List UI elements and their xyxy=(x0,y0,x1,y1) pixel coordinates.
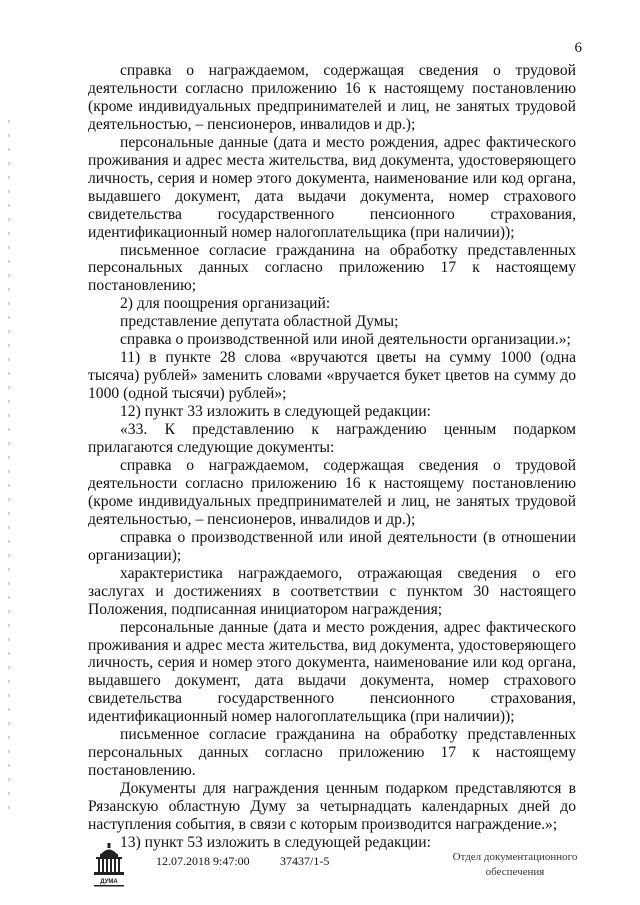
paragraph: представление депутата областной Думы; xyxy=(120,313,399,331)
paragraph: 11) в пункте 28 слова «вручаются цветы на сумму 1000 (одна тысяча) рублей» заменить словами «вручается букет цветов на сумму до 1000 (одной тысячи) рублей»; xyxy=(88,349,576,403)
page-footer xyxy=(0,840,640,900)
footer-datetime: 12.07.2018 9:47:00 xyxy=(156,854,250,868)
footer-department xyxy=(430,850,600,880)
department-line: обеспечения xyxy=(485,866,545,878)
document-body xyxy=(88,62,576,852)
paragraph: справка о награждаемом, содержащая сведения о трудовой деятельности согласно приложению 16 к настоящему постановлению (кроме индивидуальных предпринимателей и лиц, не занятых трудовой деятельностью, – пенсионеров, инвалидов и др.); xyxy=(88,456,576,528)
duma-building-icon xyxy=(92,842,126,888)
paragraph: 13) пункт 53 изложить в следующей редакции: xyxy=(120,833,431,851)
department-line: Отдел документационного xyxy=(452,851,578,863)
paragraph: характеристика награждаемого, отражающая сведения о его заслугах и достижениях в соответствии с пунктом 30 настоящего Положения, подписанная инициатором награждения; xyxy=(88,564,576,618)
paragraph: справка о производственной или иной деятельности организации.»; xyxy=(120,331,571,349)
logo-caption: ДУМА xyxy=(100,879,118,885)
paragraph: «33. К представлению к награждению ценным подарком прилагаются следующие документы: xyxy=(88,421,576,457)
paragraph: справка о награждаемом, содержащая сведения о трудовой деятельности согласно приложению 16 к настоящему постановлению (кроме индивидуальных предпринимателей и лиц, не занятых трудовой деятельностью, – пенсионеров, инвалидов и др.); xyxy=(88,62,576,133)
footer-doc-number: 37437/1-5 xyxy=(280,854,330,868)
paragraph: письменное согласие гражданина на обработку представленных персональных данных согласно приложению 17 к настоящему постановлению. xyxy=(88,726,576,780)
paragraph: письменное согласие гражданина на обработку представленных персональных данных согласно приложению 17 к настоящему постановлению; xyxy=(88,241,576,295)
scan-margin-mark xyxy=(8,120,10,820)
paragraph: справка о производственной или иной деятельности (в отношении организации); xyxy=(88,528,576,564)
paragraph: персональные данные (дата и место рождения, адрес фактического проживания и адрес места жительства, вид документа, удостоверяющего личность, серия и номер этого документа, наименование или код органа, выдавшего документ, дата выдачи документа, номер страхового свидетельства государственного пенсионного страхования, идентификационный номер налогоплательщика (при наличии)); xyxy=(88,618,576,726)
paragraph: Документы для награждения ценным подарком представляются в Рязанскую областную Думу за четырнадцать календарных дней до наступления события, в связи с которым производится награждение.»; xyxy=(88,780,576,834)
paragraph: персональные данные (дата и место рождения, адрес фактического проживания и адрес места жительства, вид документа, удостоверяющего личность, серия и номер этого документа, наименование или код органа, выдавшего документ, дата выдачи документа, номер страхового свидетельства государственного пенсионного страхования, идентификационный номер налогоплательщика (при наличии)); xyxy=(88,133,576,241)
page-number: 6 xyxy=(574,40,582,56)
paragraph: 12) пункт 33 изложить в следующей редакции: xyxy=(120,403,431,421)
paragraph: 2) для поощрения организаций: xyxy=(120,295,331,313)
